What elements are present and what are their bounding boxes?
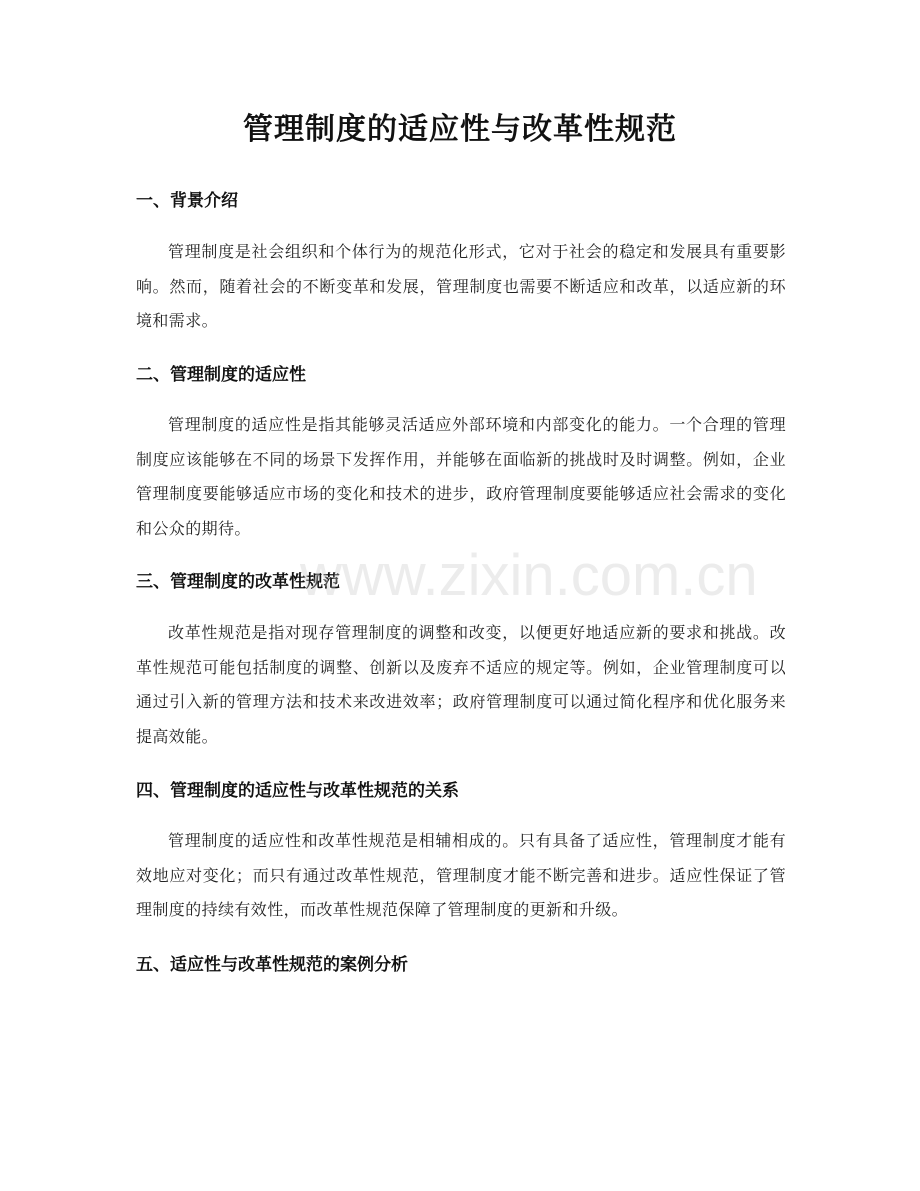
watermark-text: www.zixin.com.cn (300, 543, 758, 608)
section-paragraph-background: 管理制度是社会组织和个体行为的规范化形式，它对于社会的稳定和发展具有重要影响。然而，随着社会的不断变革和发展，管理制度也需要不断适应和改革，以适应新的环境和需求。 (136, 242, 786, 330)
section-heading-case-analysis: 五、适应性与改革性规范的案例分析 (136, 955, 408, 975)
section-heading-background: 一、背景介绍 (136, 191, 238, 211)
section-paragraph-relationship: 管理制度的适应性和改革性规范是相辅相成的。只有具备了适应性，管理制度才能有效地应对变化；而只有通过改革性规范，管理制度才能不断完善和进步。适应性保证了管理制度的持续有效性，而改革性规范保障了管理制度的更新和升级。 (136, 831, 786, 919)
section-paragraph-adaptability: 管理制度的适应性是指其能够灵活适应外部环境和内部变化的能力。一个合理的管理制度应该能够在不同的场景下发挥作用，并能够在面临新的挑战时及时调整。例如，企业管理制度要能够适应市场的变化和技术的进步，政府管理制度要能够适应社会需求的变化和公众的期待。 (136, 415, 786, 538)
document-title: 管理制度的适应性与改革性规范 (243, 112, 677, 147)
section-heading-relationship: 四、管理制度的适应性与改革性规范的关系 (136, 781, 459, 801)
section-heading-adaptability: 二、管理制度的适应性 (136, 365, 306, 385)
section-heading-reform: 三、管理制度的改革性规范 (136, 572, 340, 592)
section-paragraph-reform: 改革性规范是指对现存管理制度的调整和改变，以便更好地适应新的要求和挑战。改革性规范可能包括制度的调整、创新以及废弃不适应的规定等。例如，企业管理制度可以通过引入新的管理方法和技术来改进效率；政府管理制度可以通过简化程序和优化服务来提高效能。 (136, 623, 786, 746)
